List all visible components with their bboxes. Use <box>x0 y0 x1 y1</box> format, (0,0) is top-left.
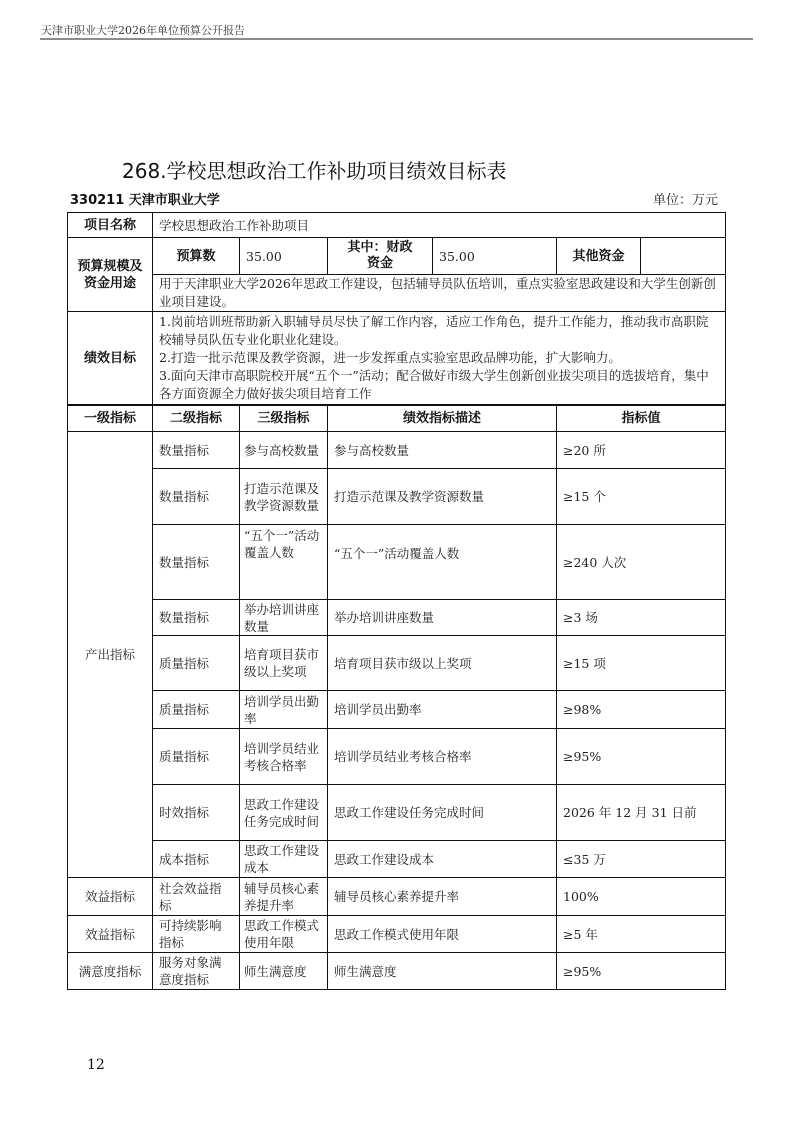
goals-text <box>153 312 726 405</box>
level1-cell: 满意度指标 <box>68 953 153 990</box>
fiscal-funds-label: 其中：财政资金 <box>328 238 433 275</box>
funds-usage-text: 用于天津职业大学2026年思政工作建设，包括辅导员队伍培训，重点实验室思政建设和大学生创新创业项目建设。 <box>153 275 726 312</box>
value-cell: ≥5 年 <box>557 916 726 953</box>
description-cell: 师生满意度 <box>328 953 557 990</box>
budget-row <box>68 238 726 275</box>
project-name-row <box>68 213 726 238</box>
value-cell: 2026 年 12 月 31 日前 <box>557 785 726 841</box>
level3-cell: “五个一”活动覆盖人数 <box>240 525 328 600</box>
level3-cell: 培训学员结业考核合格率 <box>240 729 328 785</box>
budget-section-label: 预算规模及资金用途 <box>68 238 153 312</box>
level3-cell: 思政工作模式使用年限 <box>240 916 328 953</box>
indicator-table <box>67 405 726 990</box>
table-row <box>68 729 726 785</box>
level2-cell: 服务对象满意度指标 <box>153 953 240 990</box>
level2-cell: 数量指标 <box>153 600 240 636</box>
level3-cell: 师生满意度 <box>240 953 328 990</box>
value-cell: ≥240 人次 <box>557 525 726 600</box>
indicator-header-row <box>68 406 726 432</box>
other-funds-label: 其他资金 <box>557 238 641 275</box>
table-row <box>68 785 726 841</box>
header-level3: 三级指标 <box>240 406 328 432</box>
table-row <box>68 600 726 636</box>
running-header: 天津市职业大学2026年单位预算公开报告 <box>41 24 245 37</box>
description-cell: 思政工作建设任务完成时间 <box>328 785 557 841</box>
level2-cell: 数量指标 <box>153 469 240 525</box>
level2-cell: 社会效益指标 <box>153 878 240 916</box>
unit-label: 单位：万元 <box>652 193 718 208</box>
level3-cell: 培训学员出勤率 <box>240 691 328 729</box>
description-cell: 举办培训讲座数量 <box>328 600 557 636</box>
level2-cell: 质量指标 <box>153 691 240 729</box>
level3-cell: 辅导员核心素养提升率 <box>240 878 328 916</box>
budget-label: 预算数 <box>153 238 240 275</box>
table-row <box>68 469 726 525</box>
header-value: 指标值 <box>557 406 726 432</box>
goals-row <box>68 312 726 405</box>
header-rule <box>40 38 753 40</box>
level3-cell: 举办培训讲座数量 <box>240 600 328 636</box>
description-cell: 培育项目获市级以上奖项 <box>328 636 557 691</box>
value-cell: 100% <box>557 878 726 916</box>
level2-cell: 质量指标 <box>153 729 240 785</box>
table-row <box>68 432 726 469</box>
table-row <box>68 953 726 990</box>
header-level1: 一级指标 <box>68 406 153 432</box>
description-cell: 参与高校数量 <box>328 432 557 469</box>
output-group-label: 产出指标 <box>68 432 153 878</box>
level2-cell: 数量指标 <box>153 432 240 469</box>
project-info-table <box>67 212 726 405</box>
level3-cell: 培育项目获市级以上奖项 <box>240 636 328 691</box>
level2-cell: 成本指标 <box>153 841 240 878</box>
table-row <box>68 636 726 691</box>
description-cell: 辅导员核心素养提升率 <box>328 878 557 916</box>
description-cell: 培训学员出勤率 <box>328 691 557 729</box>
goal-item: 1.岗前培训班帮助新入职辅导员尽快了解工作内容，适应工作角色，提升工作能力，推动我市高职院校辅导员队伍专业化职业化建设。 <box>159 314 709 347</box>
level1-cell: 效益指标 <box>68 878 153 916</box>
value-cell: ≥20 所 <box>557 432 726 469</box>
value-cell: ≥95% <box>557 729 726 785</box>
level2-cell: 可持续影响指标 <box>153 916 240 953</box>
description-cell: “五个一”活动覆盖人数 <box>328 525 557 600</box>
level3-cell: 参与高校数量 <box>240 432 328 469</box>
value-cell: ≥3 场 <box>557 600 726 636</box>
description-cell: 打造示范课及教学资源数量 <box>328 469 557 525</box>
description-cell: 思政工作模式使用年限 <box>328 916 557 953</box>
value-cell: ≥15 个 <box>557 469 726 525</box>
table-row <box>68 878 726 916</box>
table-row <box>68 525 726 600</box>
level3-cell: 打造示范课及教学资源数量 <box>240 469 328 525</box>
level2-cell: 数量指标 <box>153 525 240 600</box>
project-name-label: 项目名称 <box>68 213 153 238</box>
table-row <box>68 841 726 878</box>
description-cell: 培训学员结业考核合格率 <box>328 729 557 785</box>
value-cell: ≤35 万 <box>557 841 726 878</box>
value-cell: ≥95% <box>557 953 726 990</box>
budget-value: 35.00 <box>240 238 328 275</box>
value-cell: ≥15 项 <box>557 636 726 691</box>
header-description: 绩效指标描述 <box>328 406 557 432</box>
level3-cell: 思政工作建设任务完成时间 <box>240 785 328 841</box>
level3-cell: 思政工作建设成本 <box>240 841 328 878</box>
goal-item: 3.面向天津市高职院校开展“五个一”活动；配合做好市级大学生创新创业拔尖项目的选拔培育，集中各方面资源全力做好拔尖项目培育工作 <box>159 368 709 401</box>
page-title: 268.学校思想政治工作补助项目绩效目标表 <box>122 159 507 183</box>
value-cell: ≥98% <box>557 691 726 729</box>
level1-cell: 效益指标 <box>68 916 153 953</box>
unit-code-name: 330211 天津市职业大学 <box>70 193 220 208</box>
goals-label: 绩效目标 <box>68 312 153 405</box>
table-row <box>68 691 726 729</box>
level2-cell: 时效指标 <box>153 785 240 841</box>
page-number: 12 <box>87 1057 105 1073</box>
table-row <box>68 916 726 953</box>
header-level2: 二级指标 <box>153 406 240 432</box>
other-funds-value <box>641 238 726 275</box>
description-cell: 思政工作建设成本 <box>328 841 557 878</box>
project-name-value: 学校思想政治工作补助项目 <box>153 213 726 238</box>
goal-item: 2.打造一批示范课及教学资源，进一步发挥重点实验室思政品牌功能，扩大影响力。 <box>159 350 621 365</box>
fiscal-funds-value: 35.00 <box>433 238 557 275</box>
level2-cell: 质量指标 <box>153 636 240 691</box>
usage-row <box>68 275 726 312</box>
